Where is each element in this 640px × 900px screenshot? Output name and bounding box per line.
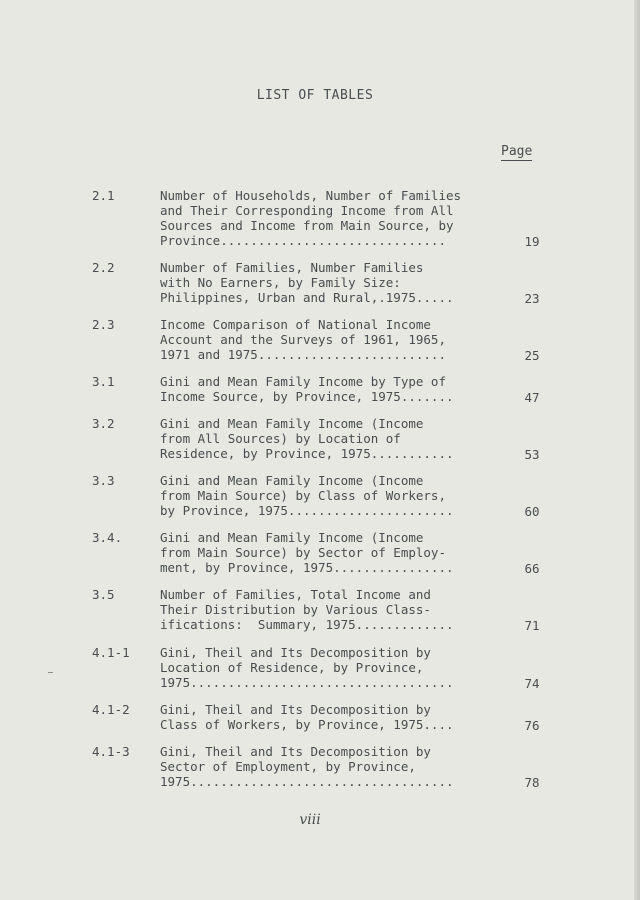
description-line: Number of Families, Number Families bbox=[160, 260, 424, 275]
table-number: 3.3 bbox=[92, 473, 115, 488]
table-number: 2.1 bbox=[92, 188, 115, 203]
description-line: Gini and Mean Family Income (Income bbox=[160, 416, 424, 431]
description-line: 1971 and 1975......................... bbox=[160, 347, 446, 362]
description-line: Gini and Mean Family Income by Type of bbox=[160, 374, 446, 389]
table-description bbox=[160, 587, 510, 632]
description-line: from Main Source) by Sector of Employ- bbox=[160, 545, 446, 560]
description-line: Gini, Theil and Its Decomposition by bbox=[160, 702, 431, 717]
description-line: ifications: Summary, 1975............. bbox=[160, 617, 454, 632]
table-description bbox=[160, 416, 510, 461]
description-line: Number of Families, Total Income and bbox=[160, 587, 431, 602]
description-line: from All Sources) by Location of bbox=[160, 431, 401, 446]
table-description bbox=[160, 645, 510, 690]
description-line: Account and the Surveys of 1961, 1965, bbox=[160, 332, 446, 347]
page-number: 76 bbox=[524, 718, 540, 733]
page-number: 25 bbox=[524, 348, 540, 363]
description-line: with No Earners, by Family Size: bbox=[160, 275, 401, 290]
page-column-header: Page bbox=[501, 144, 533, 159]
description-line: Sector of Employment, by Province, bbox=[160, 759, 416, 774]
description-line: Location of Residence, by Province, bbox=[160, 660, 424, 675]
page-number: 47 bbox=[524, 390, 540, 405]
description-line: Class of Workers, by Province, 1975.... bbox=[160, 717, 454, 732]
table-number: 3.4. bbox=[92, 530, 123, 545]
page-number: 19 bbox=[524, 234, 540, 249]
description-line: Gini, Theil and Its Decomposition by bbox=[160, 645, 431, 660]
table-description bbox=[160, 374, 510, 404]
description-line: Gini and Mean Family Income (Income bbox=[160, 473, 424, 488]
table-number: 2.3 bbox=[92, 317, 115, 332]
description-line: Income Comparison of National Income bbox=[160, 317, 431, 332]
description-line: Gini, Theil and Its Decomposition by bbox=[160, 744, 431, 759]
table-description bbox=[160, 473, 510, 518]
description-line: 1975................................... bbox=[160, 675, 454, 690]
table-description bbox=[160, 260, 510, 305]
description-line: ment, by Province, 1975................ bbox=[160, 560, 454, 575]
table-number: 3.5 bbox=[92, 587, 115, 602]
description-line: Gini and Mean Family Income (Income bbox=[160, 530, 424, 545]
description-line: Province.............................. bbox=[160, 233, 446, 248]
page-edge bbox=[634, 0, 640, 900]
description-line: 1975................................... bbox=[160, 774, 454, 789]
page-number: 23 bbox=[524, 291, 540, 306]
description-line: Their Distribution by Various Class- bbox=[160, 602, 431, 617]
page-number: 66 bbox=[524, 561, 540, 576]
description-line: Income Source, by Province, 1975....... bbox=[160, 389, 454, 404]
description-line: Sources and Income from Main Source, by bbox=[160, 218, 454, 233]
stray-mark bbox=[48, 672, 53, 673]
table-number: 4.1-2 bbox=[92, 702, 130, 717]
table-number: 4.1-3 bbox=[92, 744, 130, 759]
table-description bbox=[160, 530, 510, 575]
table-description bbox=[160, 188, 510, 248]
table-number: 3.2 bbox=[92, 416, 115, 431]
page-number: 53 bbox=[524, 447, 540, 462]
description-line: from Main Source) by Class of Workers, bbox=[160, 488, 446, 503]
page-number: 74 bbox=[524, 676, 540, 691]
description-line: Residence, by Province, 1975........... bbox=[160, 446, 454, 461]
table-description bbox=[160, 317, 510, 362]
table-description bbox=[160, 702, 510, 732]
page-number: 60 bbox=[524, 504, 540, 519]
page-title: LIST OF TABLES bbox=[256, 88, 374, 103]
footer-page-number: viii bbox=[299, 812, 321, 828]
page-number: 71 bbox=[524, 618, 540, 633]
description-line: by Province, 1975...................... bbox=[160, 503, 454, 518]
description-line: Number of Households, Number of Families bbox=[160, 188, 462, 203]
description-line: and Their Corresponding Income from All bbox=[160, 203, 454, 218]
table-number: 3.1 bbox=[92, 374, 115, 389]
table-number: 4.1-1 bbox=[92, 645, 130, 660]
description-line: Philippines, Urban and Rural,.1975..... bbox=[160, 290, 454, 305]
page-number: 78 bbox=[524, 775, 540, 790]
table-number: 2.2 bbox=[92, 260, 115, 275]
table-description bbox=[160, 744, 510, 789]
